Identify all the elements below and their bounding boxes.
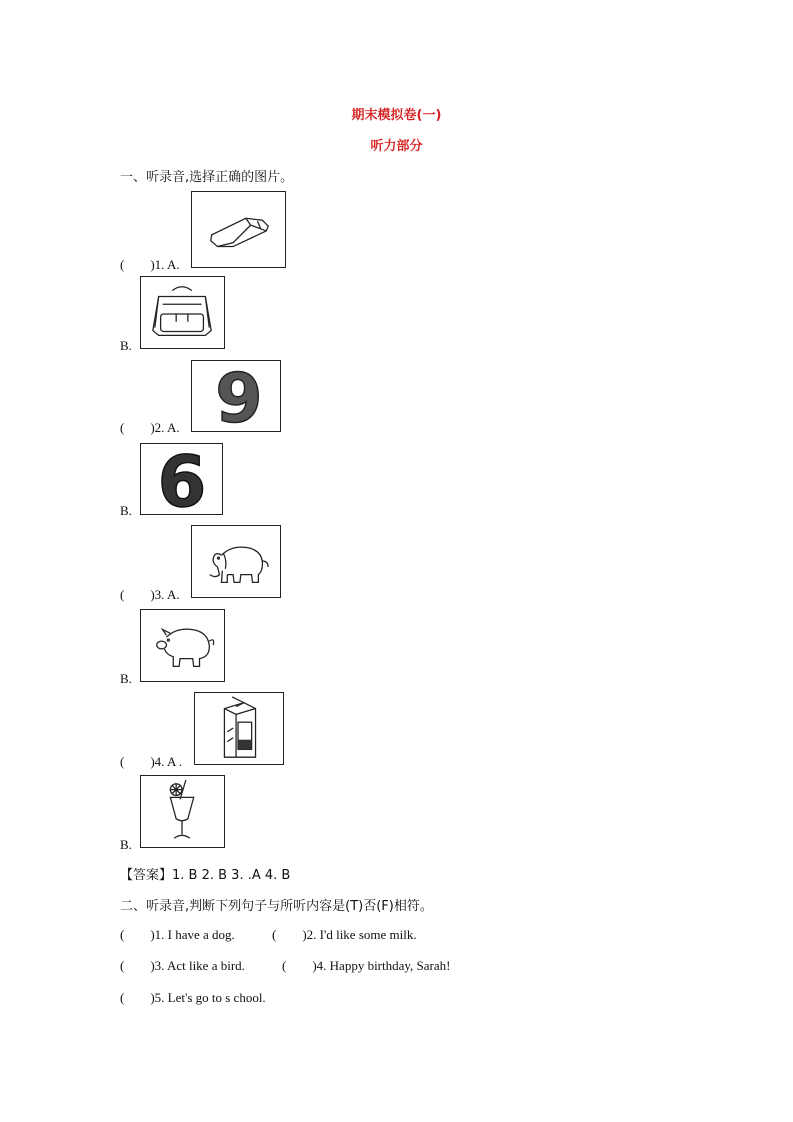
q4-b-label: B.	[120, 837, 132, 852]
tf-item-5: ( )5. Let's go to s chool.	[120, 990, 266, 1005]
juice-glass-icon	[140, 775, 225, 848]
section2-heading: 二、听录音,判断下列句子与所听内容是(T)否(F)相符。	[120, 899, 433, 914]
document-title: 期末模拟卷(一)	[351, 108, 442, 123]
q1-a-label: ( )1. A.	[120, 257, 180, 272]
tf-item-1: ( )1. I have a dog.	[120, 927, 235, 942]
q4-a-label: ( )4. A .	[120, 754, 183, 769]
q2-b-label: B.	[120, 503, 132, 518]
section1-heading: 一、听录音,选择正确的图片。	[120, 170, 294, 185]
nine-glyph: 9	[215, 361, 263, 431]
number-six-icon	[140, 443, 223, 515]
document-subtitle: 听力部分	[370, 139, 423, 154]
section1-answer: 【答案】1. B 2. B 3. .A 4. B	[120, 868, 291, 883]
q1-b-label: B.	[120, 338, 132, 353]
tf-item-2: ( )2. I'd like some milk.	[272, 927, 417, 942]
tf-item-3: ( )3. Act like a bird.	[120, 958, 245, 973]
eraser-icon	[191, 191, 286, 268]
tf-item-4: ( )4. Happy birthday, Sarah!	[282, 958, 451, 973]
q3-b-label: B.	[120, 671, 132, 686]
elephant-icon	[191, 525, 281, 598]
q2-a-label: ( )2. A.	[120, 420, 180, 435]
pig-icon	[140, 609, 225, 682]
milk-carton-icon	[194, 692, 284, 765]
q3-a-label: ( )3. A.	[120, 587, 180, 602]
number-nine-icon	[191, 360, 281, 432]
six-glyph: 6	[157, 444, 207, 514]
schoolbag-icon	[140, 276, 225, 349]
